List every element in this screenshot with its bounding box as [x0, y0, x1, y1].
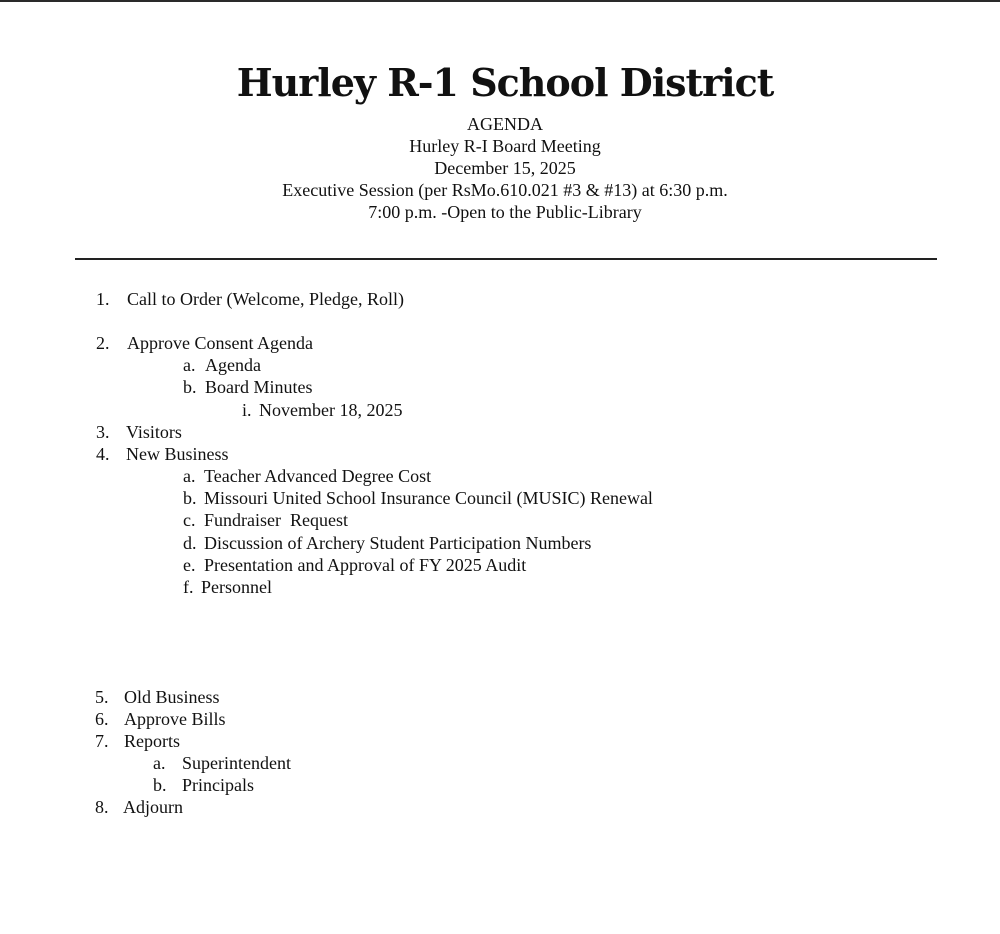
item-letter: e.	[183, 555, 196, 575]
item-letter: f.	[183, 577, 194, 597]
item-number: 8.	[95, 797, 109, 817]
item-text: Principals	[182, 775, 254, 795]
agenda-label: AGENDA	[467, 114, 543, 134]
item-letter: d.	[183, 533, 197, 553]
item-text: Discussion of Archery Student Participation Numbers	[204, 533, 592, 553]
item-text: Reports	[124, 731, 180, 751]
top-border-rule	[0, 0, 1000, 2]
header-divider	[75, 258, 937, 260]
item-text: Visitors	[126, 422, 182, 442]
district-title: Hurley R-1 School District	[236, 60, 774, 105]
item-text: New Business	[126, 444, 229, 464]
item-letter: b.	[153, 775, 167, 795]
item-number: 4.	[96, 444, 110, 464]
item-letter: b.	[183, 377, 197, 397]
agenda-header	[0, 113, 1000, 223]
item-number: 7.	[95, 731, 109, 751]
item-text: Call to Order (Welcome, Pledge, Roll)	[127, 289, 404, 309]
item-text: Missouri United School Insurance Council (MUSIC) Renewal	[204, 488, 653, 508]
meeting-date: December 15, 2025	[434, 158, 576, 178]
item-text: Adjourn	[123, 797, 183, 817]
item-text: Old Business	[124, 687, 220, 707]
executive-session-note: Executive Session (per RsMo.610.021 #3 & #13) at 6:30 p.m.	[282, 180, 728, 200]
public-session-note: 7:00 p.m. -Open to the Public-Library	[368, 202, 642, 222]
item-text: Presentation and Approval of FY 2025 Audit	[204, 555, 527, 575]
item-text: Approve Bills	[124, 709, 226, 729]
meeting-name: Hurley R-I Board Meeting	[409, 136, 601, 156]
item-number: 2.	[96, 333, 110, 353]
item-letter: a.	[183, 355, 196, 375]
item-text: November 18, 2025	[259, 400, 403, 420]
item-number: 6.	[95, 709, 109, 729]
item-letter: c.	[183, 510, 196, 530]
item-letter: b.	[183, 488, 197, 508]
item-text: Board Minutes	[205, 377, 313, 397]
item-roman: i.	[242, 400, 252, 420]
item-text: Superintendent	[182, 753, 291, 773]
item-text: Teacher Advanced Degree Cost	[204, 466, 432, 486]
item-text: Agenda	[205, 355, 261, 375]
item-number: 1.	[96, 289, 110, 309]
item-letter: a.	[183, 466, 196, 486]
item-number: 5.	[95, 687, 109, 707]
item-letter: a.	[153, 753, 166, 773]
item-text: Approve Consent Agenda	[127, 333, 313, 353]
item-number: 3.	[96, 422, 110, 442]
item-text: Personnel	[201, 577, 272, 597]
item-text: Fundraiser Request	[204, 510, 348, 530]
